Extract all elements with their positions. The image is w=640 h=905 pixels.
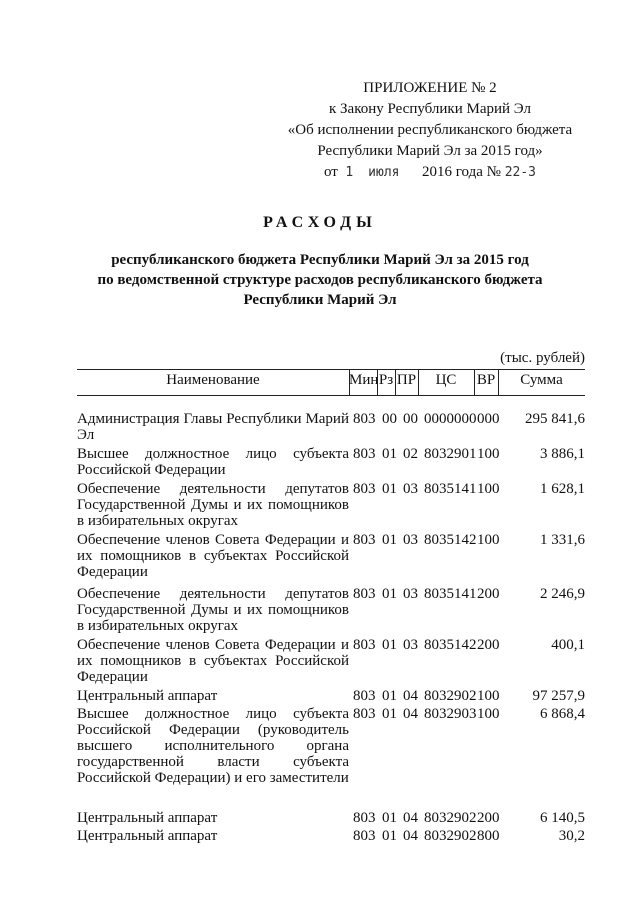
appendix-header [250, 78, 610, 183]
row-rz: 01 [382, 586, 397, 602]
row-name: Высшее должностное лицо субъекта Российской Федерации [77, 446, 349, 478]
date-year: 2016 года № [421, 164, 501, 180]
date-prefix: от [323, 164, 338, 180]
row-pr: 04 [403, 688, 418, 704]
row-sum: 2 246,9 [540, 586, 585, 602]
row-min: 803 [353, 706, 376, 722]
row-cs: 8035142 [424, 637, 477, 653]
row-sum: 30,2 [558, 828, 585, 844]
appendix-law-title-1: «Об исполнении республиканского бюджета [287, 122, 573, 138]
row-vr: 200 [477, 810, 500, 826]
row-min: 803 [353, 828, 376, 844]
date-day: 1 [345, 165, 354, 180]
row-pr: 03 [403, 481, 418, 497]
row-name: Обеспечение членов Совета Федерации и их помощников в субъектах Российской Федерации [77, 637, 349, 685]
document-subtitle [80, 250, 560, 310]
row-pr: 04 [403, 828, 418, 844]
row-sum: 400,1 [551, 637, 585, 653]
row-pr: 00 [403, 411, 418, 427]
row-rz: 01 [382, 828, 397, 844]
row-vr: 100 [477, 481, 500, 497]
subtitle-line-3: Республики Марий Эл [243, 292, 397, 308]
row-cs: 8032902 [424, 810, 477, 826]
row-name: Обеспечение деятельности депутатов Государственной Думы и их помощников в избирательных округах [77, 481, 349, 529]
row-min: 803 [353, 411, 376, 427]
row-vr: 100 [477, 446, 500, 462]
appendix-date [250, 162, 610, 183]
row-cs: 8032901 [424, 446, 477, 462]
appendix-law-ref: к Закону Республики Марий Эл [328, 101, 531, 117]
row-min: 803 [353, 446, 376, 462]
row-cs: 8035141 [424, 586, 477, 602]
row-sum: 6 868,4 [540, 706, 585, 722]
row-min: 803 [353, 586, 376, 602]
row-cs: 8032902 [424, 828, 477, 844]
row-vr: 200 [477, 637, 500, 653]
row-min: 803 [353, 637, 376, 653]
table-header-rule [77, 395, 585, 396]
units-label: (тыс. рублей) [500, 350, 585, 366]
row-vr: 100 [477, 706, 500, 722]
row-pr: 04 [403, 810, 418, 826]
row-vr: 200 [477, 586, 500, 602]
col-header-sum: Сумма [520, 372, 563, 388]
row-name: Центральный аппарат [77, 828, 218, 844]
row-vr: 100 [477, 532, 500, 548]
row-sum: 97 257,9 [532, 688, 585, 704]
row-pr: 04 [403, 706, 418, 722]
col-header-min: Мин [349, 372, 379, 388]
appendix-number: ПРИЛОЖЕНИЕ № 2 [363, 80, 497, 96]
row-pr: 03 [403, 586, 418, 602]
row-name: Обеспечение членов Совета Федерации и их помощников в субъектах Российской Федерации [77, 532, 349, 580]
col-header-rz: Рз [378, 372, 394, 388]
date-month: июля [368, 165, 400, 180]
row-min: 803 [353, 688, 376, 704]
col-header-vr: ВР [476, 372, 496, 388]
row-cs: 8035141 [424, 481, 477, 497]
row-rz: 00 [382, 411, 397, 427]
row-name: Центральный аппарат [77, 810, 218, 826]
row-vr: 800 [477, 828, 500, 844]
col-header-name: Наименование [166, 372, 260, 388]
row-sum: 1 628,1 [540, 481, 585, 497]
row-vr: 000 [477, 411, 500, 427]
col-header-cs: ЦС [435, 372, 457, 388]
row-name: Администрация Главы Республики Марий Эл [77, 411, 349, 443]
row-min: 803 [353, 481, 376, 497]
subtitle-line-2: по ведомственной структуре расходов республиканского бюджета [97, 272, 543, 288]
row-sum: 3 886,1 [540, 446, 585, 462]
row-rz: 01 [382, 637, 397, 653]
row-sum: 295 841,6 [525, 411, 585, 427]
row-rz: 01 [382, 810, 397, 826]
row-cs: 8032902 [424, 688, 477, 704]
row-vr: 100 [477, 688, 500, 704]
row-sum: 6 140,5 [540, 810, 585, 826]
row-pr: 03 [403, 532, 418, 548]
document-title: РАСХОДЫ [263, 214, 377, 231]
row-rz: 01 [382, 706, 397, 722]
appendix-law-title-2: Республики Марий Эл за 2015 год» [317, 143, 543, 159]
row-rz: 01 [382, 688, 397, 704]
row-cs: 8032903 [424, 706, 477, 722]
row-sum: 1 331,6 [540, 532, 585, 548]
row-name: Обеспечение деятельности депутатов Государственной Думы и их помощников в избирательных округах [77, 586, 349, 634]
date-number: 22-З [504, 165, 536, 180]
col-header-pr: ПР [396, 372, 417, 388]
row-rz: 01 [382, 481, 397, 497]
table-top-rule [77, 369, 585, 370]
row-name: Центральный аппарат [77, 688, 218, 704]
row-rz: 01 [382, 446, 397, 462]
row-rz: 01 [382, 532, 397, 548]
row-pr: 02 [403, 446, 418, 462]
row-pr: 03 [403, 637, 418, 653]
row-cs: 0000000 [424, 411, 477, 427]
row-cs: 8035142 [424, 532, 477, 548]
row-min: 803 [353, 810, 376, 826]
subtitle-line-1: республиканского бюджета Республики Марий Эл за 2015 год [111, 252, 529, 268]
row-min: 803 [353, 532, 376, 548]
row-name: Высшее должностное лицо субъекта Российской Федерации (руководитель высшего исполнительного органа государственной власти субъекта Российской Федерации) и его заместители [77, 706, 349, 786]
